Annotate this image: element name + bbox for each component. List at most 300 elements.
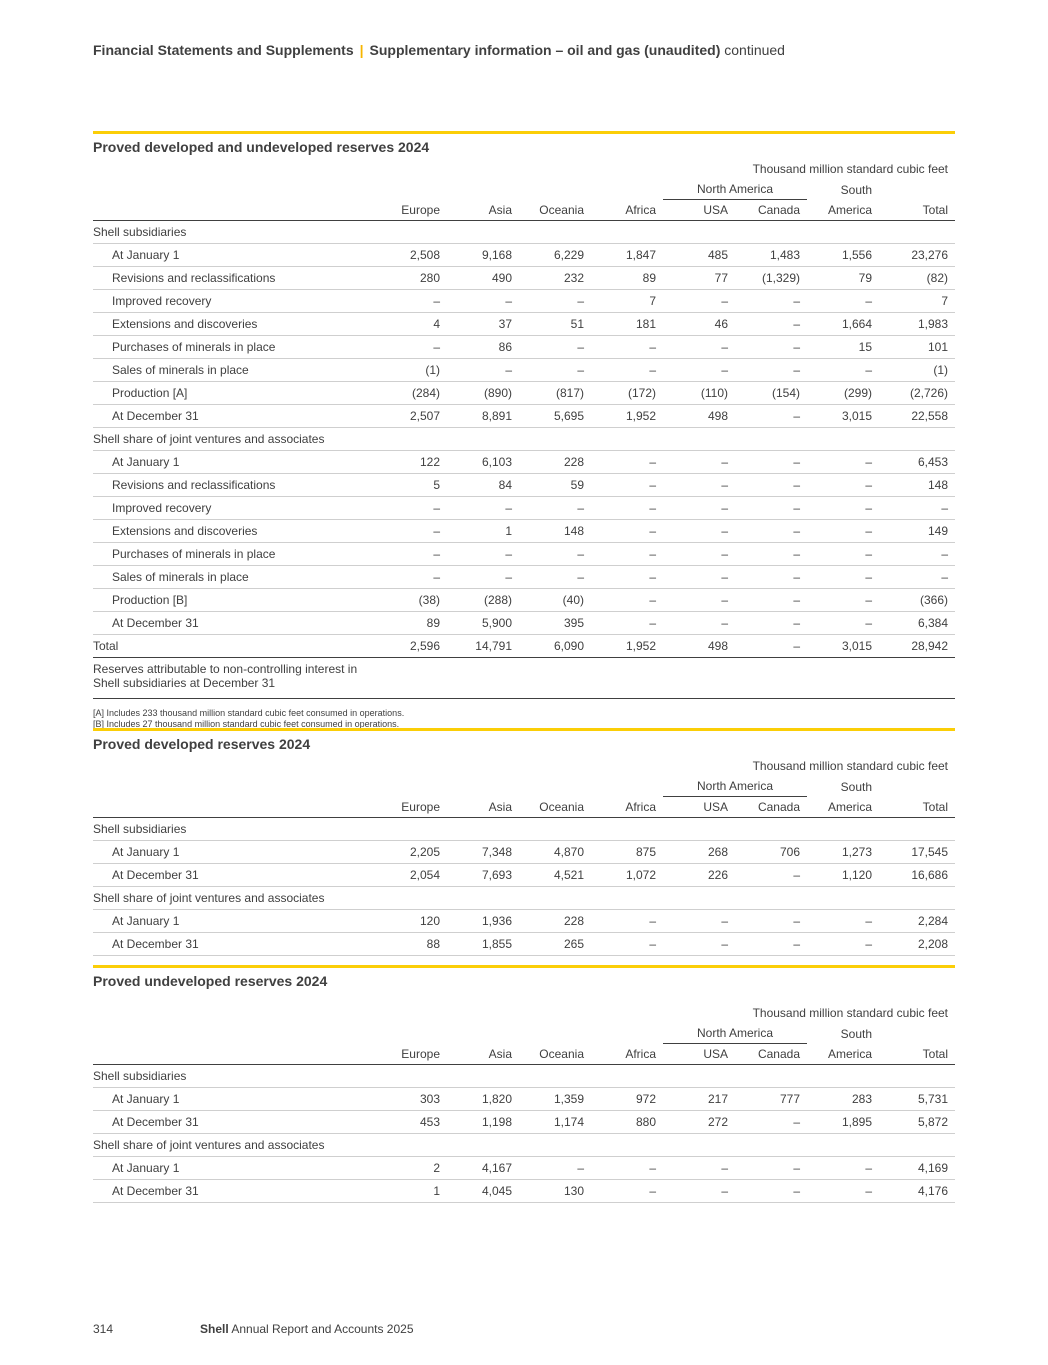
footer-doc-title: Annual Report and Accounts 2025 (231, 1322, 414, 1336)
row-label: At January 1 (93, 1088, 375, 1111)
table-cell: 272 (663, 1111, 735, 1134)
table-cell: (1) (879, 359, 955, 382)
unit-label: Thousand million standard cubic feet (752, 759, 949, 773)
col-europe: Europe (375, 1044, 447, 1065)
col-oceania: Oceania (519, 200, 591, 221)
table-cell: – (735, 910, 807, 933)
table-cell: – (663, 359, 735, 382)
table-cell: 4,167 (447, 1157, 519, 1180)
table-row-total (93, 635, 955, 658)
table-cell: – (879, 497, 955, 520)
row-label: At January 1 (93, 451, 375, 474)
footnote-b: [B] Includes 27 thousand million standard cubic feet consumed in operations. (93, 719, 400, 729)
table-cell: (817) (519, 382, 591, 405)
header-row-1 (93, 776, 955, 797)
table-cell: – (591, 589, 663, 612)
table-cell: – (735, 290, 807, 313)
col-south-line2: America (827, 1047, 872, 1061)
table-cell: – (735, 313, 807, 336)
table-cell: 89 (375, 612, 447, 635)
unit-row (93, 159, 955, 179)
table1 (93, 159, 955, 699)
col-total: Total (879, 1044, 955, 1065)
table-cell: – (591, 359, 663, 382)
table-cell: 2,205 (375, 841, 447, 864)
table-row (93, 589, 955, 612)
table-cell: – (375, 336, 447, 359)
row-label: Purchases of minerals in place (93, 543, 375, 566)
table-cell: – (663, 474, 735, 497)
table-cell: – (447, 497, 519, 520)
table-cell: – (519, 336, 591, 359)
table-cell: 1,895 (807, 1111, 879, 1134)
row-label: At January 1 (93, 1157, 375, 1180)
table-cell: 1,174 (519, 1111, 591, 1134)
table-row (93, 313, 955, 336)
table-cell: – (807, 543, 879, 566)
group-header-row (93, 221, 955, 244)
table-cell: – (807, 451, 879, 474)
table-cell: 59 (519, 474, 591, 497)
table-cell: (366) (879, 589, 955, 612)
table-cell: (890) (447, 382, 519, 405)
table-cell: – (375, 566, 447, 589)
table-cell: 228 (519, 910, 591, 933)
table-cell: 280 (375, 267, 447, 290)
table-cell: 217 (663, 1088, 735, 1111)
row-label: Sales of minerals in place (93, 566, 375, 589)
table-cell: 46 (663, 313, 735, 336)
table-cell: (110) (663, 382, 735, 405)
col-africa: Africa (591, 1044, 663, 1065)
table-row (93, 612, 955, 635)
table-cell: 498 (663, 405, 735, 428)
col-south-line1: South (840, 183, 872, 197)
table-row (93, 1157, 955, 1180)
table-cell: 1,855 (447, 933, 519, 956)
section-proved-developed (93, 728, 955, 956)
section-proved-developed-undeveloped (93, 131, 955, 730)
table-cell: 1 (447, 520, 519, 543)
table-cell: 706 (735, 841, 807, 864)
total-cell: 6,090 (519, 635, 591, 658)
header-separator: | (359, 42, 364, 58)
total-cell: 498 (663, 635, 735, 658)
table-cell: 84 (447, 474, 519, 497)
col-canada: Canada (735, 1044, 807, 1065)
table-cell: – (807, 290, 879, 313)
table-cell: 5,872 (879, 1111, 955, 1134)
table-cell: – (735, 566, 807, 589)
table-cell: 490 (447, 267, 519, 290)
table-cell: (288) (447, 589, 519, 612)
table-cell: – (591, 336, 663, 359)
table-cell: – (591, 566, 663, 589)
table-row (93, 566, 955, 589)
table-cell: (38) (375, 589, 447, 612)
col-total: Total (879, 200, 955, 221)
table-cell: 5,900 (447, 612, 519, 635)
table-row (93, 520, 955, 543)
table-cell: 2,508 (375, 244, 447, 267)
table-cell: – (663, 290, 735, 313)
table-cell: 268 (663, 841, 735, 864)
table-cell: 1,273 (807, 841, 879, 864)
table-cell: 8,891 (447, 405, 519, 428)
table-cell: – (663, 910, 735, 933)
table-cell: 2,054 (375, 864, 447, 887)
col-south-line2: America (827, 800, 872, 814)
row-label: At December 31 (93, 1111, 375, 1134)
table-cell: – (519, 543, 591, 566)
table-row (93, 382, 955, 405)
table2 (93, 756, 955, 956)
table-cell: (1) (375, 359, 447, 382)
table-cell: – (663, 497, 735, 520)
table-cell: – (807, 1180, 879, 1203)
table-cell: 101 (879, 336, 955, 359)
col-north-america: North America (663, 776, 807, 797)
table-cell: – (807, 612, 879, 635)
table-cell: 1,983 (879, 313, 955, 336)
table-cell: 77 (663, 267, 735, 290)
col-oceania: Oceania (519, 1044, 591, 1065)
table-cell: 1,198 (447, 1111, 519, 1134)
table-cell: 265 (519, 933, 591, 956)
nci-label (93, 658, 375, 699)
row-label: At December 31 (93, 864, 375, 887)
table-cell: – (735, 1180, 807, 1203)
table-cell: – (591, 474, 663, 497)
group-label: Shell subsidiaries (93, 221, 955, 244)
table-cell: – (735, 612, 807, 635)
group-label: Shell subsidiaries (93, 1065, 955, 1088)
col-europe: Europe (375, 797, 447, 818)
page-number: 314 (93, 1322, 114, 1336)
table-cell: 22,558 (879, 405, 955, 428)
row-label: At December 31 (93, 405, 375, 428)
table-cell: 1,483 (735, 244, 807, 267)
table-cell: – (375, 290, 447, 313)
table-cell: 5,695 (519, 405, 591, 428)
col-south-line2: America (827, 203, 872, 217)
total-cell: 1,952 (591, 635, 663, 658)
table-cell: 120 (375, 910, 447, 933)
row-label: At January 1 (93, 244, 375, 267)
table-cell: 16,686 (879, 864, 955, 887)
table-cell: 9,168 (447, 244, 519, 267)
table-cell: – (519, 290, 591, 313)
group-header-row (93, 428, 955, 451)
table-cell: 7,348 (447, 841, 519, 864)
table-cell: – (375, 497, 447, 520)
table-cell: 1,664 (807, 313, 879, 336)
col-asia: Asia (447, 1044, 519, 1065)
table-row (93, 244, 955, 267)
table-row (93, 405, 955, 428)
total-cell: – (735, 635, 807, 658)
table-cell: 880 (591, 1111, 663, 1134)
row-label: At December 31 (93, 612, 375, 635)
table-row (93, 359, 955, 382)
table-cell: 37 (447, 313, 519, 336)
table-cell: (154) (735, 382, 807, 405)
col-south-america (807, 179, 879, 221)
row-label: Revisions and reclassifications (93, 267, 375, 290)
table-cell: – (663, 520, 735, 543)
table-cell: 122 (375, 451, 447, 474)
table-cell: 181 (591, 313, 663, 336)
row-label: Revisions and reclassifications (93, 474, 375, 497)
nci-label-line2: Shell subsidiaries at December 31 (93, 676, 276, 690)
col-canada: Canada (735, 200, 807, 221)
table-cell: 2,507 (375, 405, 447, 428)
table-cell: – (735, 451, 807, 474)
table-cell: 1,936 (447, 910, 519, 933)
table-row (93, 543, 955, 566)
table-cell: – (663, 612, 735, 635)
table-cell: 453 (375, 1111, 447, 1134)
col-africa: Africa (591, 200, 663, 221)
table-cell: 777 (735, 1088, 807, 1111)
table-cell: 395 (519, 612, 591, 635)
table-cell: (40) (519, 589, 591, 612)
table-cell: 6,384 (879, 612, 955, 635)
table-cell: 1 (375, 1180, 447, 1203)
table-cell: – (591, 1180, 663, 1203)
table-cell: 3,015 (807, 405, 879, 428)
group-header-row (93, 1134, 955, 1157)
table-cell: – (807, 497, 879, 520)
table-cell: – (735, 589, 807, 612)
table-cell: – (807, 474, 879, 497)
table-cell: – (663, 1157, 735, 1180)
col-usa: USA (663, 200, 735, 221)
row-label: Extensions and discoveries (93, 520, 375, 543)
unit-label: Thousand million standard cubic feet (752, 162, 949, 176)
table-cell: 6,453 (879, 451, 955, 474)
table-cell: (2,726) (879, 382, 955, 405)
table-row (93, 290, 955, 313)
group-header-row (93, 887, 955, 910)
table2-title: Proved developed reserves 2024 (93, 736, 311, 752)
group-label: Shell share of joint ventures and associates (93, 1134, 955, 1157)
table1-title: Proved developed and undeveloped reserves 2024 (93, 139, 430, 155)
table-row (93, 451, 955, 474)
table-cell: 226 (663, 864, 735, 887)
table-cell: 4,169 (879, 1157, 955, 1180)
table-cell: – (591, 910, 663, 933)
row-label: Production [A] (93, 382, 375, 405)
table-cell: – (447, 359, 519, 382)
header-subtitle: Supplementary information – oil and gas (unaudited) (369, 42, 721, 58)
table-cell: 79 (807, 267, 879, 290)
table-row (93, 1088, 955, 1111)
table-cell: – (375, 543, 447, 566)
table-cell: – (519, 1157, 591, 1180)
table-cell: 5,731 (879, 1088, 955, 1111)
group-label: Shell subsidiaries (93, 818, 955, 841)
table-row (93, 933, 955, 956)
row-label: Purchases of minerals in place (93, 336, 375, 359)
table-cell: (172) (591, 382, 663, 405)
row-label: Extensions and discoveries (93, 313, 375, 336)
table-cell: 7 (879, 290, 955, 313)
table-cell: – (807, 566, 879, 589)
table-cell: – (519, 359, 591, 382)
table-cell: 148 (879, 474, 955, 497)
table-row (93, 1180, 955, 1203)
table-cell: 148 (519, 520, 591, 543)
table-cell: 5 (375, 474, 447, 497)
table3-title: Proved undeveloped reserves 2024 (93, 973, 328, 989)
col-canada: Canada (735, 797, 807, 818)
table-cell: (299) (807, 382, 879, 405)
table-row (93, 474, 955, 497)
table-cell: – (591, 543, 663, 566)
col-north-america: North America (663, 179, 807, 200)
table-cell: 1,820 (447, 1088, 519, 1111)
table-cell: – (591, 520, 663, 543)
table-cell: (1,329) (735, 267, 807, 290)
table-cell: – (663, 1180, 735, 1203)
col-south-america (807, 776, 879, 818)
nci-label-line1: Reserves attributable to non-controlling interest in (93, 662, 358, 676)
table-cell: 6,229 (519, 244, 591, 267)
table-cell: – (663, 566, 735, 589)
header-section: Financial Statements and Supplements (93, 42, 354, 58)
total-cell: 3,015 (807, 635, 879, 658)
table-cell: – (447, 543, 519, 566)
table-cell: 485 (663, 244, 735, 267)
table-cell: – (807, 520, 879, 543)
total-cell: 28,942 (879, 635, 955, 658)
col-africa: Africa (591, 797, 663, 818)
table-cell: 86 (447, 336, 519, 359)
table-row (93, 864, 955, 887)
table-cell: – (591, 1157, 663, 1180)
total-cell: 2,596 (375, 635, 447, 658)
table-cell: 2 (375, 1157, 447, 1180)
table-cell: 23,276 (879, 244, 955, 267)
table-cell: 1,847 (591, 244, 663, 267)
unit-label: Thousand million standard cubic feet (752, 1006, 949, 1020)
row-label: Sales of minerals in place (93, 359, 375, 382)
table-cell: – (879, 543, 955, 566)
col-total: Total (879, 797, 955, 818)
table-cell: – (735, 336, 807, 359)
table-cell: 1,556 (807, 244, 879, 267)
table-cell: 283 (807, 1088, 879, 1111)
col-north-america: North America (663, 1023, 807, 1044)
table-cell: 2,284 (879, 910, 955, 933)
unit-row (93, 756, 955, 776)
table-cell: – (735, 933, 807, 956)
table-cell: – (879, 566, 955, 589)
col-south-line1: South (840, 780, 872, 794)
table-row (93, 910, 955, 933)
table-cell: 1,952 (591, 405, 663, 428)
col-usa: USA (663, 1044, 735, 1065)
table-cell: – (735, 864, 807, 887)
group-header-row (93, 1065, 955, 1088)
table-cell: – (447, 566, 519, 589)
page-header (93, 42, 785, 58)
table-cell: 7 (591, 290, 663, 313)
table-cell: – (735, 474, 807, 497)
footnote-a: [A] Includes 233 thousand million standard cubic feet consumed in operations. (93, 708, 405, 718)
table-cell: 4,521 (519, 864, 591, 887)
total-label: Total (93, 635, 375, 658)
table-cell: 303 (375, 1088, 447, 1111)
table-cell: 130 (519, 1180, 591, 1203)
table-cell: 1,359 (519, 1088, 591, 1111)
row-label: Production [B] (93, 589, 375, 612)
table-row-nci (93, 658, 955, 699)
group-label: Shell share of joint ventures and associates (93, 428, 955, 451)
table-cell: 6,103 (447, 451, 519, 474)
table-cell: – (735, 1111, 807, 1134)
table-cell: 4 (375, 313, 447, 336)
table-cell: (82) (879, 267, 955, 290)
header-row-1 (93, 179, 955, 200)
table-cell: – (807, 589, 879, 612)
col-asia: Asia (447, 200, 519, 221)
table-cell: – (735, 520, 807, 543)
row-label: At January 1 (93, 841, 375, 864)
table-cell: 89 (591, 267, 663, 290)
table-cell: – (807, 1157, 879, 1180)
table-cell: – (735, 1157, 807, 1180)
header-row-1 (93, 1023, 955, 1044)
col-usa: USA (663, 797, 735, 818)
row-label: At December 31 (93, 1180, 375, 1203)
table-cell: 1,072 (591, 864, 663, 887)
table-cell: – (807, 933, 879, 956)
col-south-america (807, 1023, 879, 1065)
total-cell: 14,791 (447, 635, 519, 658)
table-cell: – (735, 543, 807, 566)
table-cell: – (663, 933, 735, 956)
table-cell: – (807, 910, 879, 933)
header-continued: continued (724, 42, 785, 58)
table-cell: 875 (591, 841, 663, 864)
table-cell: – (447, 290, 519, 313)
table-cell: – (663, 543, 735, 566)
table-cell: 15 (807, 336, 879, 359)
col-south-line1: South (840, 1027, 872, 1041)
col-asia: Asia (447, 797, 519, 818)
table-cell: 4,176 (879, 1180, 955, 1203)
table-row (93, 497, 955, 520)
table-cell: – (735, 405, 807, 428)
row-label: Improved recovery (93, 497, 375, 520)
table-cell: – (735, 497, 807, 520)
page-footer (93, 1322, 414, 1336)
table-cell: 17,545 (879, 841, 955, 864)
table-cell: – (663, 451, 735, 474)
group-label: Shell share of joint ventures and associates (93, 887, 955, 910)
table-cell: – (591, 497, 663, 520)
table-row (93, 336, 955, 359)
table-cell: – (591, 451, 663, 474)
table-cell: 4,870 (519, 841, 591, 864)
table-cell: (284) (375, 382, 447, 405)
table-row (93, 841, 955, 864)
table-cell: 228 (519, 451, 591, 474)
section-proved-undeveloped (93, 965, 955, 1203)
table-cell: 51 (519, 313, 591, 336)
